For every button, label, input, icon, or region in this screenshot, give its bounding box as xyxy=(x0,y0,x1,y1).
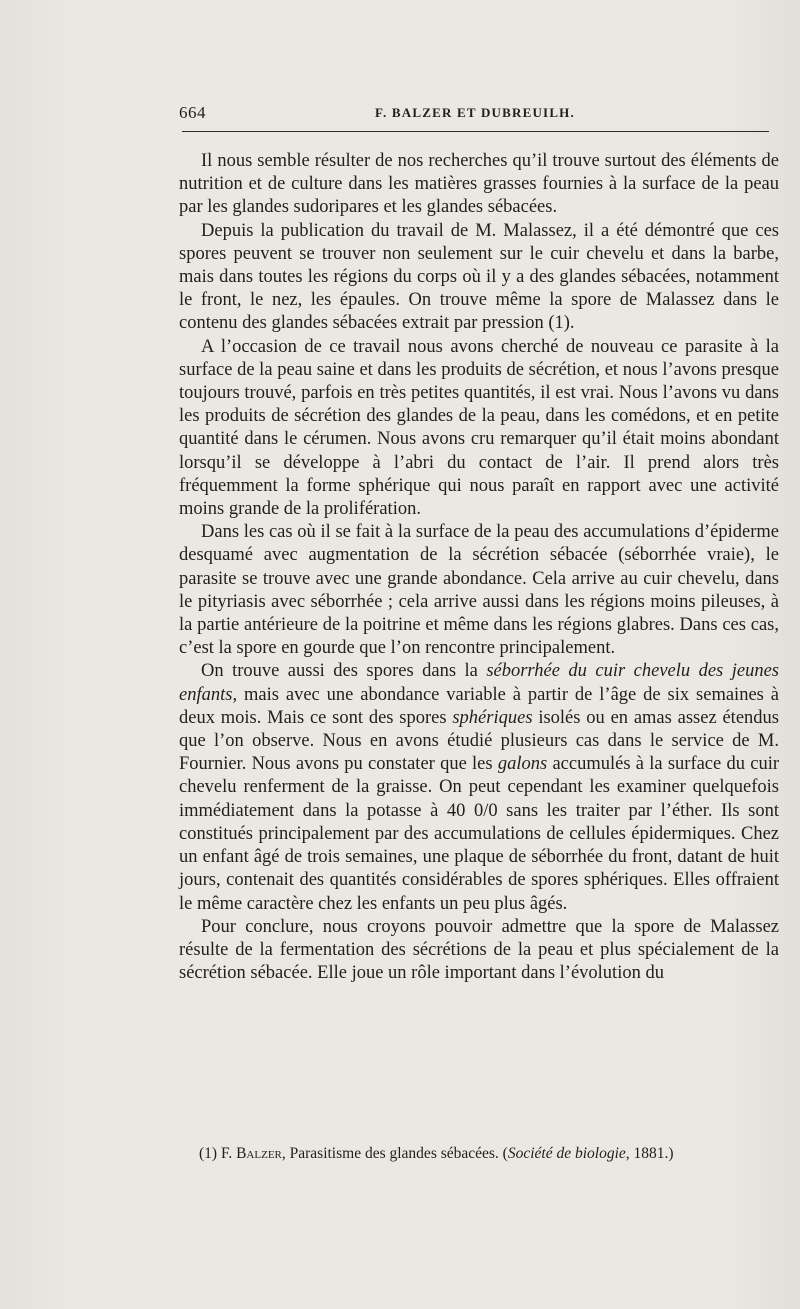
paragraph-5-italic-2: sphériques xyxy=(452,707,533,728)
paragraph-5-italic-1: séborrhée du cuir chevelu des jeunes enfants, xyxy=(179,661,779,705)
paragraph-5-italic-3: galons xyxy=(497,754,548,775)
paragraph-5-after: accumulés à la surface du cuir chevelu renferment de la graisse. On peut cependant les examiner quelquefois immédiatement dans la potasse à 40 0/0 sans les traiter par l’éther. Ils sont constitués principalement par des accumulations de cellules épidermiques. Chez un enfant âgé de trois semaines, une plaque de séborrhée du front, datant de huit jours, contenait des quantités considérables de spores sphériques. Elles offraient le même caractère chez les enfants un peu plus âgés. xyxy=(179,754,779,914)
footnote xyxy=(199,1144,779,1164)
page-header xyxy=(179,103,771,125)
paragraph-6: Pour conclure, nous croyons pouvoir admettre que la spore de Malassez résulte de la fermentation des sécrétions de la peau et plus spécialement de la sécrétion sébacée. Elle joue un rôle important dans l’évolution du xyxy=(179,916,779,984)
footnote-author: Balzer, xyxy=(236,1145,286,1162)
running-head: F. BALZER ET DUBREUILH. xyxy=(375,105,575,120)
footnote-year: 1881.) xyxy=(629,1145,674,1162)
body-text xyxy=(179,150,779,985)
footnote-author-initial: F. xyxy=(220,1145,233,1162)
footnote-journal: Société de biologie, xyxy=(507,1145,630,1162)
paragraph-5-before: On trouve aussi des spores dans la xyxy=(201,661,487,682)
header-rule xyxy=(182,131,769,132)
page-number: 664 xyxy=(179,103,206,122)
footnote-marker: (1) xyxy=(199,1145,218,1162)
paragraph-4: Dans les cas où il se fait à la surface de la peau des accumulations d’épiderme desquamé avec augmentation de la sécrétion sébacée (séborrhée vraie), le parasite se trouve avec une grande abondance. Cela arrive au cuir chevelu, dans le pityriasis avec séborrhée ; cela arrive aussi dans les régions moins pileuses, à la partie antérieure de la poitrine et même dans les régions glabres. Dans ces cas, c’est la spore en gourde que l’on rencontre principalement. xyxy=(179,522,779,659)
paragraph-5-mid-2: isolés ou en amas assez étendus que l’on observe. Nous en avons étudié plusieurs cas dans le service de M. Fournier. Nous avons pu constater que les xyxy=(179,707,779,775)
paragraph-1: Il nous semble résulter de nos recherches qu’il trouve surtout des éléments de nutrition et de culture dans les matières grasses fournies à la surface de la peau par les glandes sudoripares et les glandes sébacées. xyxy=(179,151,779,218)
paragraph-3: A l’occasion de ce travail nous avons cherché de nouveau ce parasite à la surface de la peau saine et dans les produits de sécrétion, et nous l’avons presque toujours trouvé, parfois en très petites quantités, il est vrai. Nous l’avons vu dans les produits de sécrétion des glandes de la peau, dans les comédons, et en petite quantité dans le cérumen. Nous avons cru remarquer qu’il était moins abondant lorsqu’il se développe à l’abri du contact de l’air. Il prend alors très fréquemment la forme sphérique qui nous paraît en rapport avec une activité moins grande de la prolifération. xyxy=(179,336,779,520)
paragraph-2: Depuis la publication du travail de M. Malassez, il a été démontré que ces spores peuvent se trouver non seulement sur le cuir chevelu et dans la barbe, mais dans toutes les régions du corps où il y a des glandes sébacées, notamment le front, le nez, les épaules. On trouve même la spore de Malassez dans le contenu des glandes sébacées extrait par pression (1). xyxy=(179,220,779,334)
paragraph-5 xyxy=(179,660,779,915)
paragraph-5-mid-1: mais avec une abondance variable à partir de l’âge de six semaines à deux mois. Mais ce sont des spores xyxy=(179,684,779,728)
footnote-title: Parasitisme des glandes sébacées. ( xyxy=(285,1145,508,1162)
